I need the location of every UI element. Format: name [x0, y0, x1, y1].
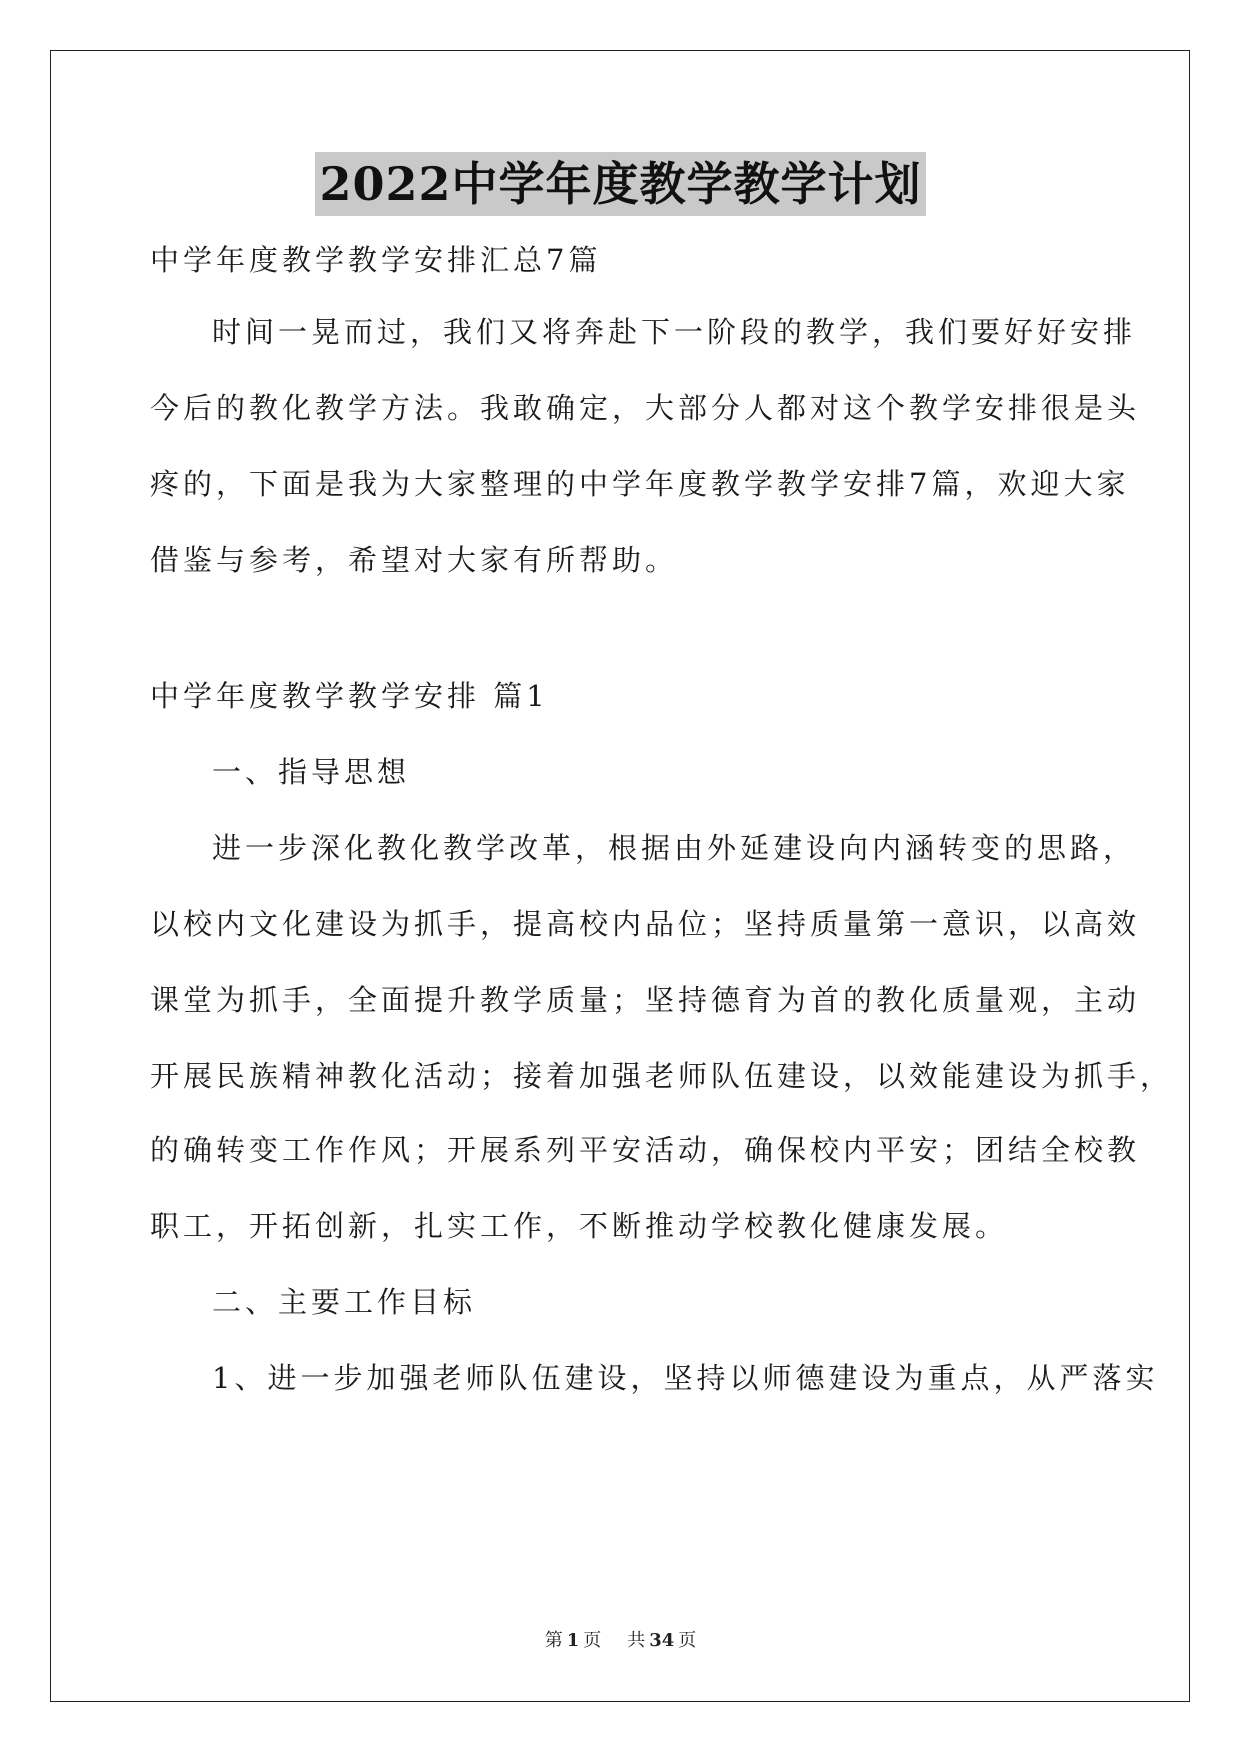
heading-guiding-ideology: 一、指导思想: [212, 755, 411, 789]
document-title: 2022中学年度教学教学计划: [315, 152, 925, 216]
heading-main-goals: 二、主要工作目标: [212, 1285, 477, 1319]
intro-line-2: 今后的教化教学方法。我敢确定，大部分人都对这个教学安排很是头: [150, 391, 1141, 425]
footer-page-number: 1: [566, 1630, 580, 1651]
intro-line-1: 时间一晃而过，我们又将奔赴下一阶段的教学，我们要好好安排: [212, 315, 1137, 349]
footer-total-pages: 34: [649, 1630, 675, 1651]
intro-line-4: 借鉴与参考，希望对大家有所帮助。: [150, 543, 679, 577]
body-line-4: 开展民族精神教化活动；接着加强老师队伍建设，以效能建设为抓手，: [150, 1059, 1174, 1093]
footer-page-suffix: 页: [583, 1630, 602, 1651]
page-footer: [0, 1626, 1241, 1652]
body-line-2: 以校内文化建设为抓手，提高校内品位；坚持质量第一意识，以高效: [150, 907, 1141, 941]
item-one-line: 1、进一步加强老师队伍建设，坚持以师德建设为重点，从严落实: [212, 1361, 1159, 1395]
intro-line-3: 疼的，下面是我为大家整理的中学年度教学教学安排7篇，欢迎大家: [150, 467, 1130, 501]
footer-total-suffix: 页: [678, 1630, 697, 1651]
title-container: [0, 152, 1241, 216]
page-border: [50, 50, 1190, 1702]
body-line-3: 课堂为抓手，全面提升教学质量；坚持德育为首的教化质量观，主动: [150, 983, 1141, 1017]
body-line-6: 职工，开拓创新，扎实工作，不断推动学校教化健康发展。: [150, 1209, 1009, 1243]
body-line-5: 的确转变工作作风；开展系列平安活动，确保校内平安；团结全校教: [150, 1133, 1141, 1167]
footer-total-prefix: 共: [627, 1630, 646, 1651]
document-subtitle: 中学年度教学教学安排汇总7篇: [150, 243, 602, 277]
section-heading: 中学年度教学教学安排 篇1: [150, 679, 549, 713]
footer-prefix: 第: [544, 1630, 563, 1651]
body-line-1: 进一步深化教化教学改革，根据由外延建设向内涵转变的思路，: [212, 831, 1137, 865]
